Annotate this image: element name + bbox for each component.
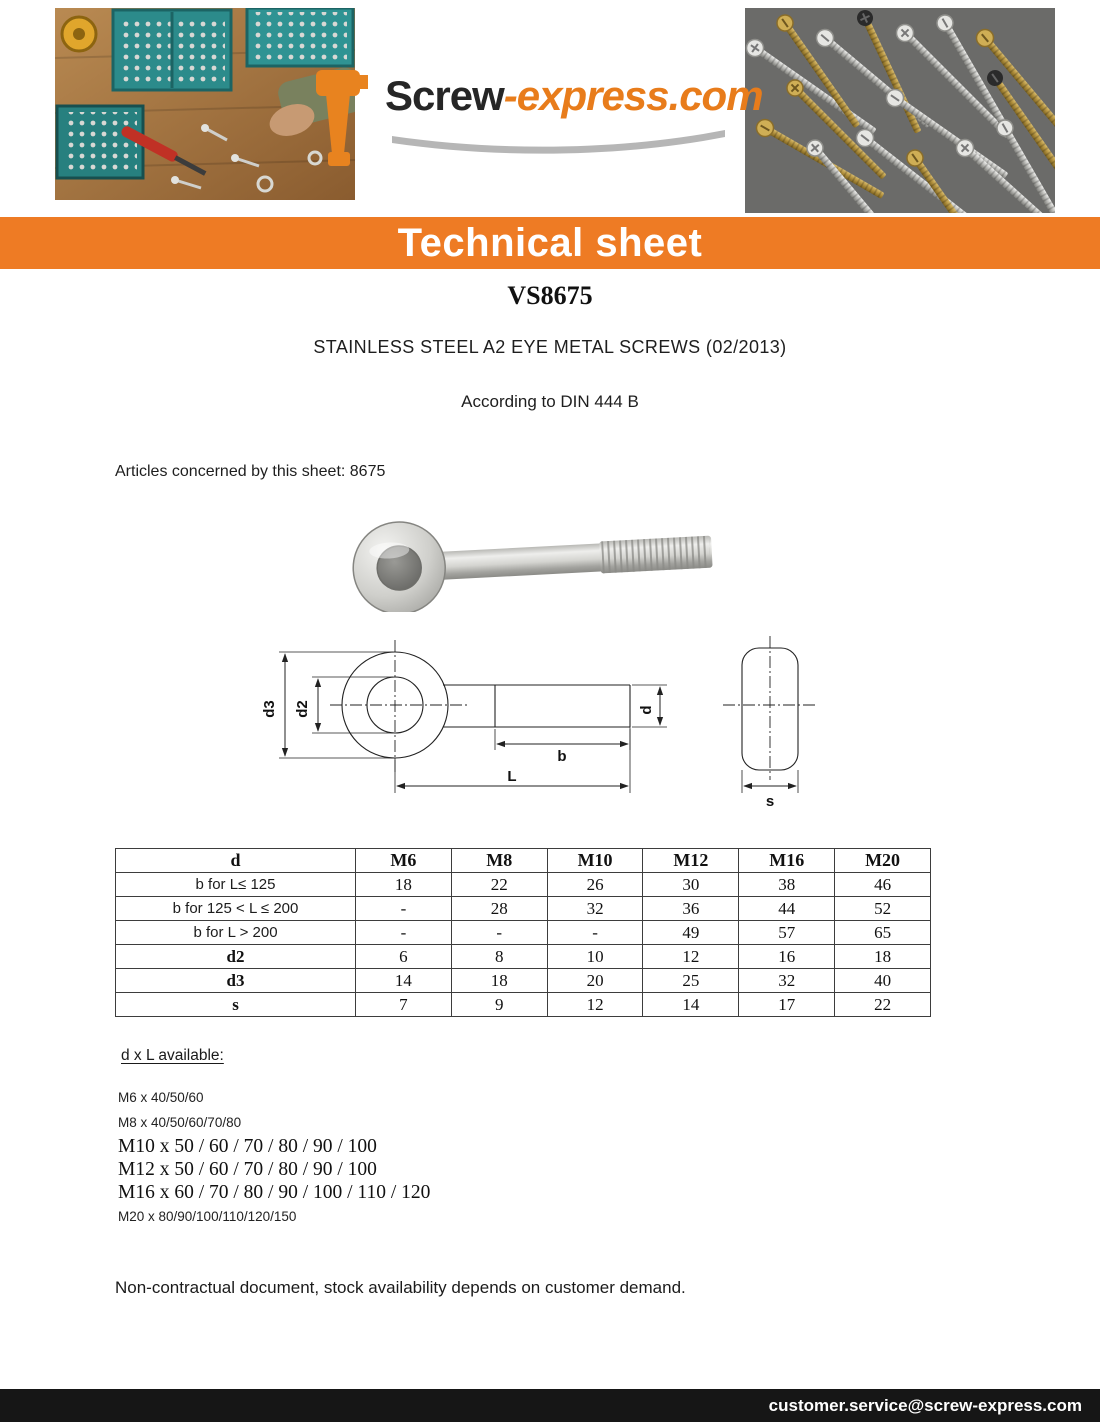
cell-value: 18 (835, 945, 931, 969)
row-label: d2 (116, 945, 356, 969)
cell-value: 14 (643, 993, 739, 1017)
footer-bar (0, 1389, 1100, 1422)
cell-value: 6 (356, 945, 452, 969)
row-label: s (116, 993, 356, 1017)
dim-label-s: s (765, 793, 775, 810)
cell-value: 8 (451, 945, 547, 969)
cell-value: 18 (356, 873, 452, 897)
cell-value: 38 (739, 873, 835, 897)
dim-label-b: b (557, 748, 567, 765)
photo-tools-workbench (55, 8, 355, 200)
logo-screw: Screw (385, 72, 504, 119)
cell-value: 32 (547, 897, 643, 921)
cell-value: - (451, 921, 547, 945)
cell-value: 7 (356, 993, 452, 1017)
spec-table-body (116, 873, 931, 1017)
col-header-d: d (116, 849, 356, 873)
cell-value: 9 (451, 993, 547, 1017)
cell-value: 30 (643, 873, 739, 897)
availability-item: M8 x 40/50/60/70/80 (118, 1115, 242, 1130)
cell-value: 22 (451, 873, 547, 897)
cell-value: 49 (643, 921, 739, 945)
technical-sheet-banner (0, 217, 1100, 269)
availability-heading: d x L available: (121, 1047, 224, 1064)
cell-value: 26 (547, 873, 643, 897)
cell-value: 22 (835, 993, 931, 1017)
dim-label-d3: d3 (261, 700, 278, 718)
cell-value: - (547, 921, 643, 945)
col-header-M12: M12 (643, 849, 739, 873)
table-row (116, 873, 931, 897)
availability-item: M16 x 60 / 70 / 80 / 90 / 100 / 110 / 120 (118, 1182, 431, 1203)
screw-pile-illustration (745, 8, 1055, 213)
cell-value: 32 (739, 969, 835, 993)
cell-value: 40 (835, 969, 931, 993)
eye-bolt-photo (342, 500, 762, 617)
non-contractual-note: Non-contractual document, stock availability depends on customer demand. (115, 1278, 686, 1297)
col-header-M10: M10 (547, 849, 643, 873)
workbench-illustration (55, 8, 355, 200)
availability-item: M12 x 50 / 60 / 70 / 80 / 90 / 100 (118, 1159, 377, 1180)
drill-icon (312, 42, 370, 192)
technical-drawing (255, 628, 835, 818)
availability-item: M20 x 80/90/100/110/120/150 (118, 1209, 297, 1224)
cell-value: 28 (451, 897, 547, 921)
table-row (116, 921, 931, 945)
cell-value: 46 (835, 873, 931, 897)
spec-table-header-row (116, 849, 931, 873)
col-header-M16: M16 (739, 849, 835, 873)
cell-value: 10 (547, 945, 643, 969)
cell-value: 65 (835, 921, 931, 945)
row-label: d3 (116, 969, 356, 993)
logo-express: -express.com (503, 72, 763, 119)
extension-lines (279, 652, 798, 793)
doc-code: VS8675 (507, 281, 593, 310)
banner-title: Technical sheet (397, 220, 703, 265)
drill-clipart (312, 42, 370, 197)
cell-value: 17 (739, 993, 835, 1017)
doc-standard: According to DIN 444 B (461, 392, 639, 411)
eye-bolt-illustration (342, 500, 762, 612)
spec-table (115, 848, 931, 1017)
col-header-M20: M20 (835, 849, 931, 873)
cell-value: 16 (739, 945, 835, 969)
photo-screw-pile (745, 8, 1055, 213)
cell-value: 18 (451, 969, 547, 993)
logo-swoosh (392, 128, 727, 165)
cell-value: 52 (835, 897, 931, 921)
row-label: b for L≤ 125 (116, 873, 356, 897)
articles-line: Articles concerned by this sheet: 8675 (115, 463, 386, 480)
availability-list (118, 1085, 430, 1229)
footer-email: customer.service@screw-express.com (768, 1395, 1082, 1415)
cell-value: 44 (739, 897, 835, 921)
cell-value: - (356, 897, 452, 921)
col-header-M6: M6 (356, 849, 452, 873)
dimension-lines (285, 654, 796, 786)
cell-value: 36 (643, 897, 739, 921)
table-row (116, 897, 931, 921)
doc-title: STAINLESS STEEL A2 EYE METAL SCREWS (02/2013) (313, 337, 787, 357)
row-label: b for L > 200 (116, 921, 356, 945)
cell-value: 12 (547, 993, 643, 1017)
dim-label-L: L (507, 768, 517, 785)
col-header-M8: M8 (451, 849, 547, 873)
cell-value: 12 (643, 945, 739, 969)
table-row (116, 969, 931, 993)
table-row (116, 945, 931, 969)
cell-value: 25 (643, 969, 739, 993)
cell-value: 14 (356, 969, 452, 993)
availability-item: M6 x 40/50/60 (118, 1090, 204, 1105)
cell-value: 57 (739, 921, 835, 945)
brand-logo (385, 72, 763, 120)
row-label: b for 125 < L ≤ 200 (116, 897, 356, 921)
cell-value: 20 (547, 969, 643, 993)
dim-label-d: d (638, 705, 655, 715)
table-row (116, 993, 931, 1017)
dim-label-d2: d2 (294, 700, 311, 718)
cell-value: - (356, 921, 452, 945)
availability-item: M10 x 50 / 60 / 70 / 80 / 90 / 100 (118, 1136, 377, 1157)
